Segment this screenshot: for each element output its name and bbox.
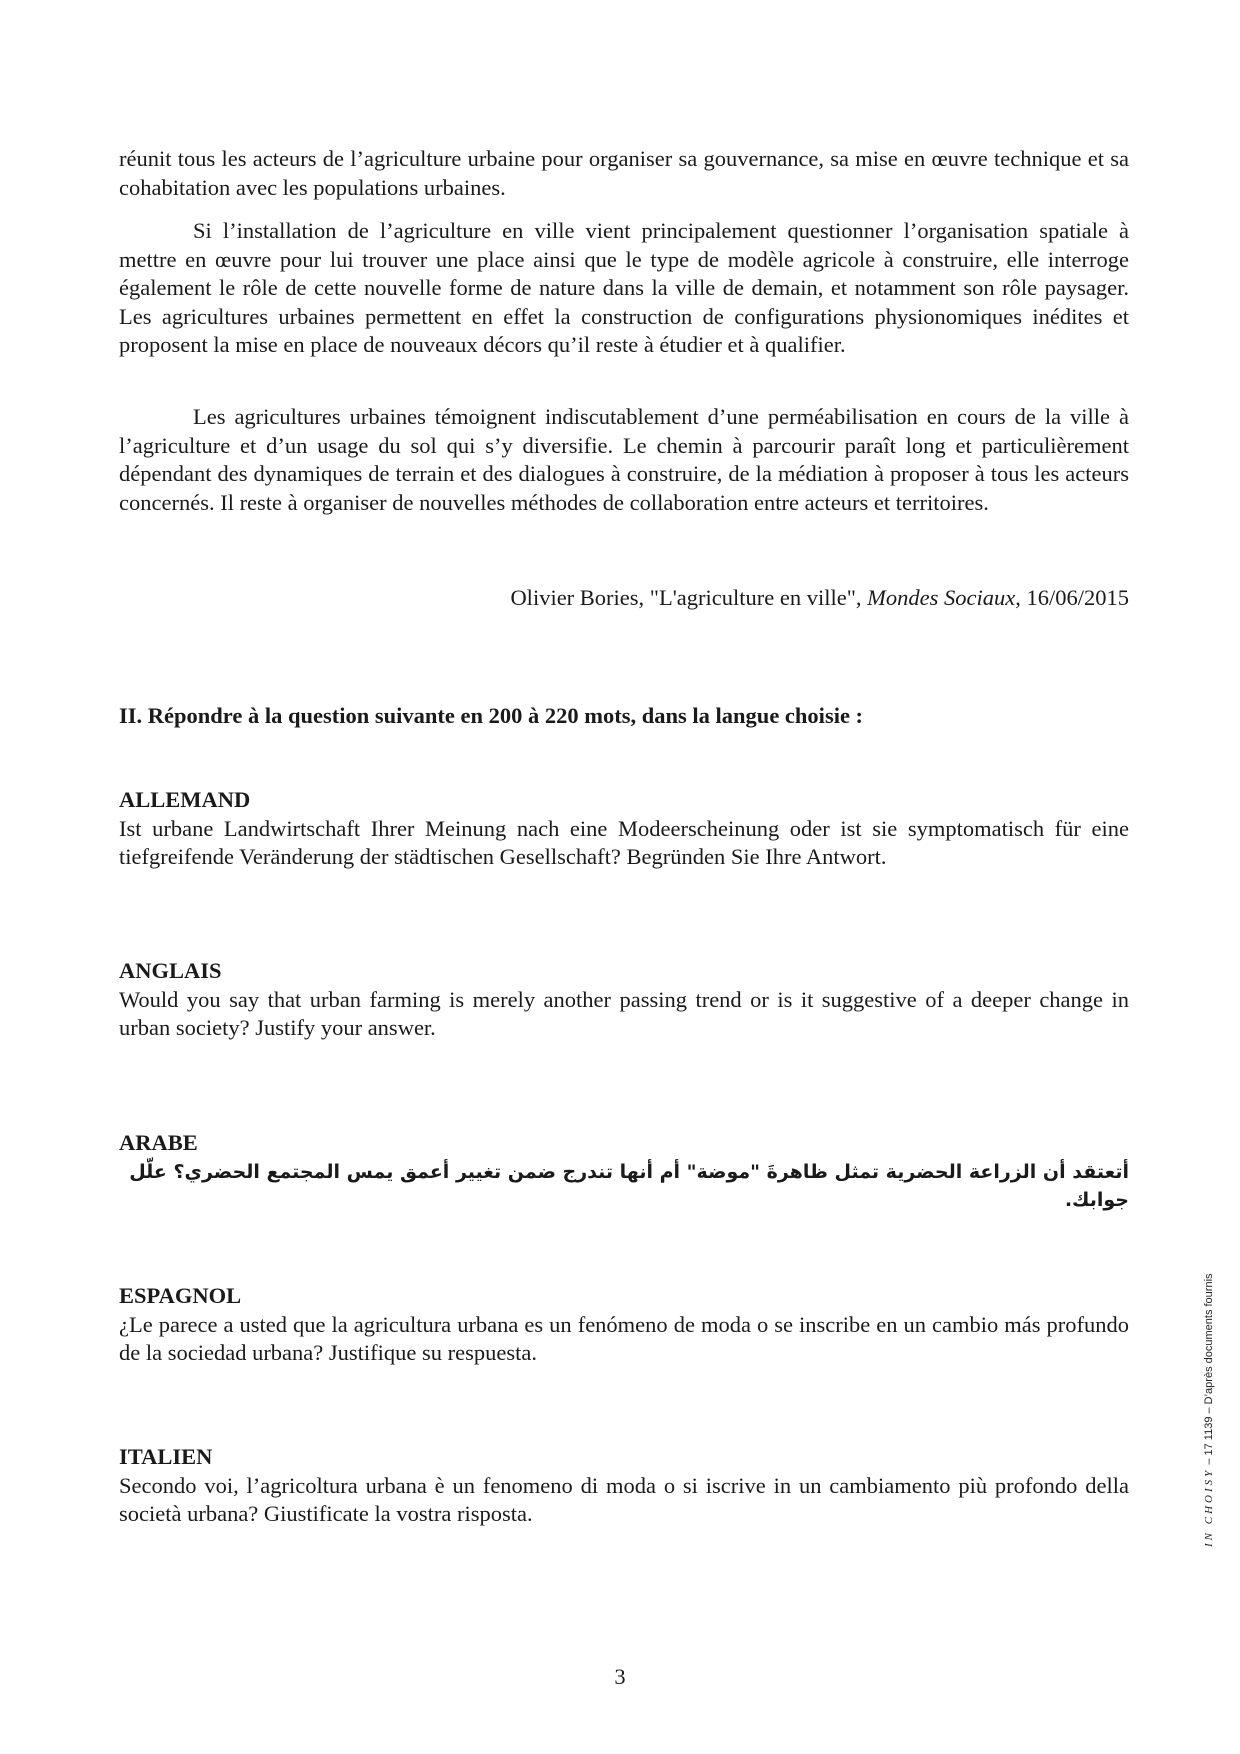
citation-date: , 16/06/2015 [1015, 585, 1129, 610]
printer-note [1203, 1273, 1215, 1547]
printer-name: IN CHOISY [1203, 1467, 1215, 1547]
language-heading: ARABE [119, 1130, 198, 1155]
document-reference: – 17 1139 – D’après documents fournis [1203, 1273, 1215, 1468]
body-paragraph-3: Les agricultures urbaines témoignent indiscutablement d’une perméabilisation en cours de la ville à l’agriculture et d’un usage du sol qui s’y diversifie. Le chemin à parcourir paraît long et particulièrement dépendant des dynamiques de terrain et des dialogues à construire, de la médiation à proposer à tous les acteurs concernés. Il reste à organiser de nouvelles méthodes de collaboration entre acteurs et territoires. [119, 404, 1129, 515]
language-block-arabe [119, 1129, 1129, 1214]
language-heading: ANGLAIS [119, 958, 222, 983]
citation-source: Mondes Sociaux [867, 585, 1016, 610]
language-heading: ESPAGNOL [119, 1283, 242, 1308]
language-question: أتعتقد أن الزراعة الحضرية تمثل ظاهرةَ "موضة" أم أنها تندرج ضمن تغيير أعمق يمس المجتمع الحضري؟ علّل جوابك. [129, 1160, 1129, 1211]
body-paragraph-1: réunit tous les acteurs de l’agriculture urbaine pour organiser sa gouvernance, sa mise en œuvre technique et sa cohabitation avec les populations urbaines. [119, 146, 1129, 200]
citation [510, 584, 1129, 613]
language-block-espagnol [119, 1282, 1129, 1368]
language-block-anglais [119, 957, 1129, 1043]
section-heading: II. Répondre à la question suivante en 200 à 220 mots, dans la langue choisie : [119, 703, 864, 728]
page-number: 3 [614, 1664, 626, 1689]
citation-author-title: Olivier Bories, "L'agriculture en ville", [510, 585, 868, 610]
language-question: Would you say that urban farming is merely another passing trend or is it suggestive of a deeper change in urban society? Justify your answer. [119, 986, 1129, 1041]
language-question: ¿Le parece a usted que la agricultura urbana es un fenómeno de moda o se inscribe en un cambio más profundo de la sociedad urbana? Justifique su respuesta. [119, 1311, 1129, 1366]
language-heading: ALLEMAND [119, 787, 251, 812]
language-question: Secondo voi, l’agricoltura urbana è un fenomeno di moda o si iscrive in un cambiamento più profondo della società urbana? Giustificate la vostra risposta. [119, 1472, 1129, 1527]
language-block-allemand [119, 786, 1129, 872]
language-heading: ITALIEN [119, 1444, 213, 1469]
language-block-italien [119, 1443, 1129, 1529]
body-paragraph-2: Si l’installation de l’agriculture en ville vient principalement questionner l’organisation spatiale à mettre en œuvre pour lui trouver une place ainsi que le type de modèle agricole à construire, elle interroge également le rôle de cette nouvelle forme de nature dans la ville de demain, et notamment son rôle paysager. Les agricultures urbaines permettent en effet la construction de configurations physionomiques inédites et proposent la mise en place de nouveaux décors qu’il reste à étudier et à qualifier. [119, 218, 1129, 358]
language-question: Ist urbane Landwirtschaft Ihrer Meinung nach eine Modeerscheinung oder ist sie symptomatisch für eine tiefgreifende Veränderung der städtischen Gesellschaft? Begründen Sie Ihre Antwort. [119, 815, 1129, 870]
